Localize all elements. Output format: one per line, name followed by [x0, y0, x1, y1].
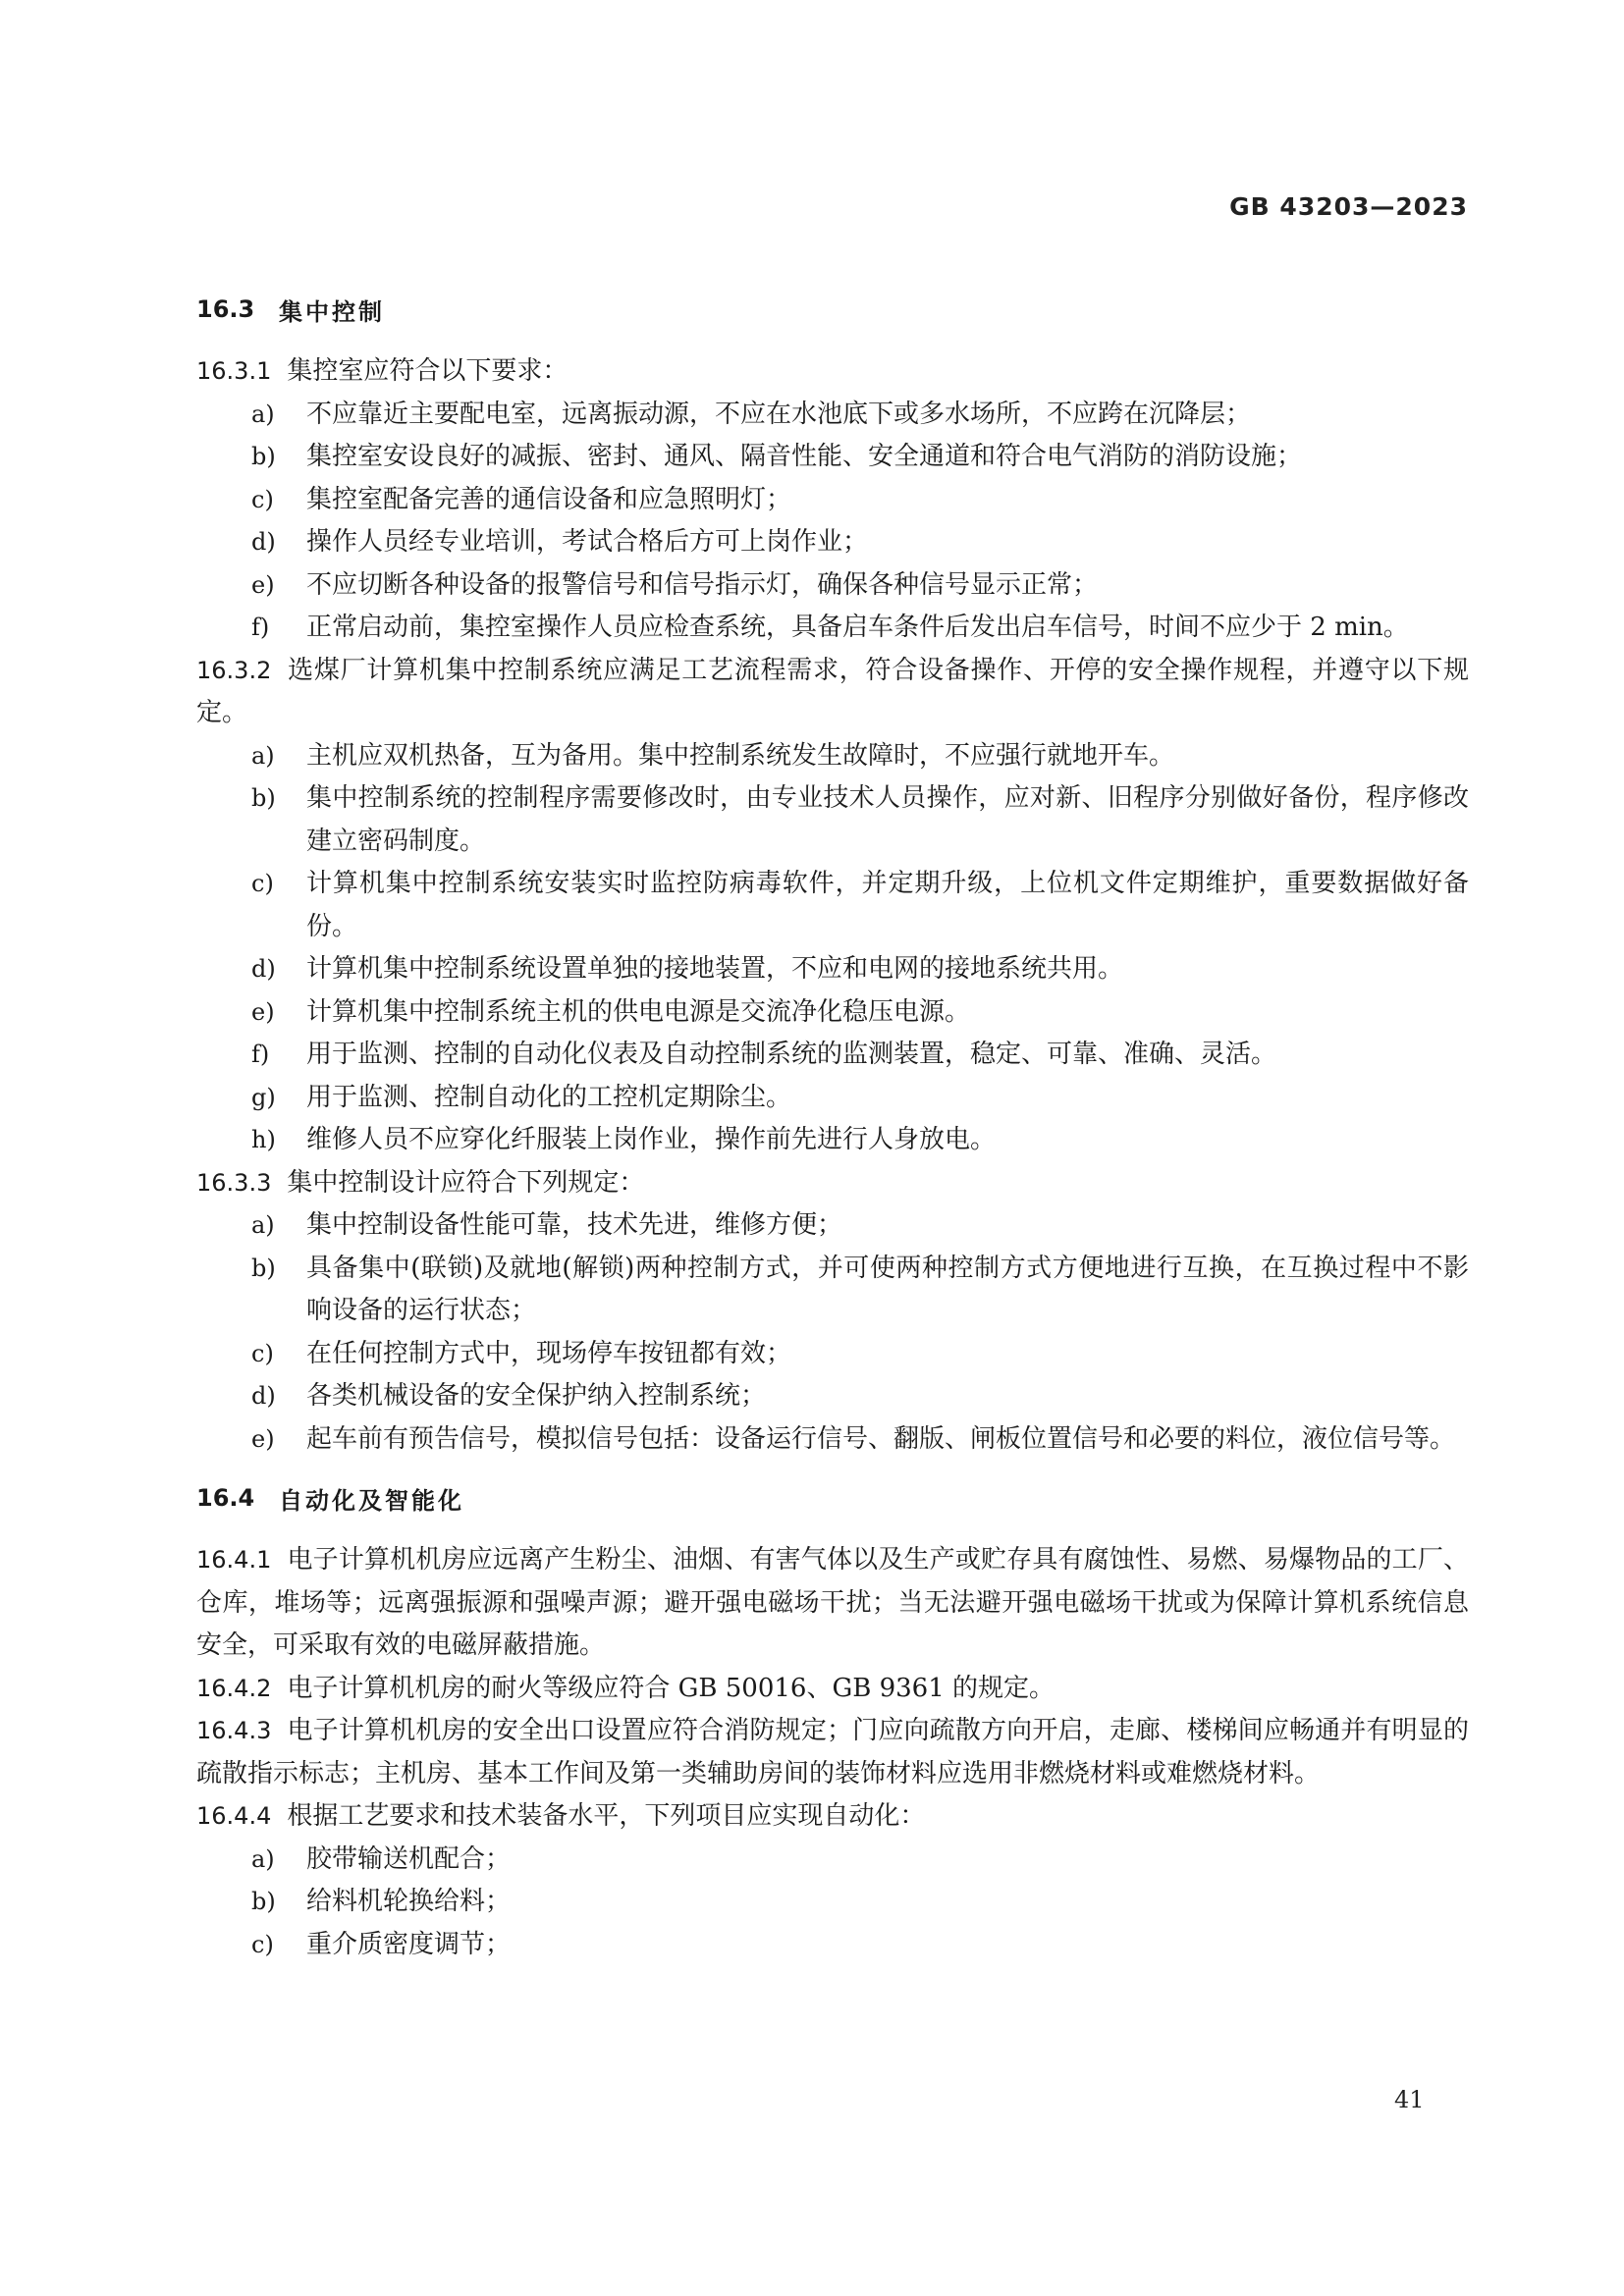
clause-number: 16.3.1 [196, 357, 272, 385]
list-item [196, 948, 1469, 991]
item-label: d) [251, 528, 276, 556]
item-label: b) [251, 1888, 276, 1915]
item-text: 集控室安设良好的减振、密封、通风、隔音性能、安全通道和符合电气消防的消防设施； [306, 442, 1303, 471]
list-item [196, 735, 1469, 778]
item-label: e) [251, 1424, 275, 1453]
clause [196, 1795, 1469, 1839]
list-item [196, 394, 1469, 437]
item-label: g) [251, 1083, 276, 1111]
item-label: b) [251, 784, 276, 812]
item-text: 给料机轮换给料； [306, 1887, 512, 1916]
list-item [196, 1077, 1469, 1120]
section-title: 自动化及智能化 [279, 1486, 464, 1515]
item-text: 不应切断各种设备的报警信号和信号指示灯，确保各种信号显示正常； [306, 569, 1099, 600]
item-text: 集中控制系统的控制程序需要修改时，由专业技术人员操作，应对新、旧程序分别做好备份，程序修改建立密码制度。 [306, 783, 1469, 856]
clause-text: 选煤厂计算机集中控制系统应满足工艺流程需求，符合设备操作、开停的安全操作规程，并遵守以下规定。 [196, 655, 1469, 727]
section-heading [196, 288, 1469, 331]
clause-number: 16.3.2 [196, 656, 272, 684]
clause-number: 16.4.3 [196, 1717, 272, 1744]
page-number: 41 [1394, 2086, 1425, 2113]
standard-code: GB 43203—2023 [1229, 192, 1468, 221]
clause [196, 1162, 1469, 1205]
item-label: c) [251, 870, 274, 897]
clause-text: 电子计算机机房的安全出口设置应符合消防规定；门应向疏散方向开启，走廊、楼梯间应畅通并有明显的疏散指示标志；主机房、基本工作间及第一类辅助房间的装饰材料应选用非燃烧材料或难燃烧材料。 [196, 1716, 1469, 1789]
item-label: e) [251, 997, 275, 1026]
item-text: 各类机械设备的安全保护纳入控制系统； [306, 1381, 767, 1411]
list-item [196, 564, 1469, 608]
item-text: 起车前有预告信号，模拟信号包括：设备运行信号、翻版、闸板位置信号和必要的料位，液位信号等。 [306, 1423, 1456, 1454]
list-item [196, 479, 1469, 522]
item-label: a) [251, 741, 275, 770]
item-label: f) [251, 1041, 270, 1068]
clause-text: 集控室应符合以下要求： [287, 356, 568, 386]
item-text: 用于监测、控制自动化的工控机定期除尘。 [306, 1082, 792, 1112]
item-text: 重介质密度调节； [306, 1929, 512, 1959]
item-text: 用于监测、控制的自动化仪表及自动控制系统的监测装置，稳定、可靠、准确、灵活。 [306, 1040, 1277, 1069]
list-item [196, 863, 1469, 948]
item-label: c) [251, 1339, 274, 1367]
item-label: a) [251, 1211, 275, 1239]
item-text: 集中控制设备性能可靠，技术先进，维修方便； [306, 1210, 843, 1240]
clause-text: 电子计算机机房应远离产生粉尘、油烟、有害气体以及生产或贮存具有腐蚀性、易燃、易爆物品的工厂、仓库，堆场等；远离强振源和强噪声源；避开强电磁场干扰；当无法避开强电磁场干扰或为保障计算机系统信息安全，可采取有效的电磁屏蔽措施。 [196, 1545, 1469, 1660]
clause-number: 16.4.1 [196, 1546, 272, 1574]
list-item [196, 1418, 1469, 1462]
item-text: 计算机集中控制系统设置单独的接地装置，不应和电网的接地系统共用。 [306, 954, 1124, 984]
body-content [196, 288, 1469, 1966]
item-label: h) [251, 1126, 276, 1153]
list-item [196, 1034, 1469, 1077]
item-label: d) [251, 1382, 276, 1410]
section-heading [196, 1476, 1469, 1520]
item-text: 计算机集中控制系统主机的供电电源是交流净化稳压电源。 [306, 996, 971, 1027]
item-text: 维修人员不应穿化纤服装上岗作业，操作前先进行人身放电。 [306, 1125, 997, 1154]
item-text: 胶带输送机配合； [306, 1843, 512, 1874]
section-number: 16.4 [196, 1484, 255, 1512]
item-label: b) [251, 443, 276, 470]
list-item [196, 521, 1469, 564]
list-item [196, 436, 1469, 479]
item-label: d) [251, 955, 276, 983]
section-number: 16.3 [196, 295, 255, 323]
item-text: 不应靠近主要配电室，远离振动源，不应在水池底下或多水场所，不应跨在沉降层； [306, 399, 1252, 429]
clause-number: 16.4.4 [196, 1802, 272, 1830]
item-label: b) [251, 1254, 276, 1282]
item-text: 主机应双机热备，互为备用。集中控制系统发生故障时，不应强行就地开车。 [306, 740, 1175, 771]
item-label: c) [251, 485, 274, 513]
item-text: 正常启动前，集控室操作人员应检查系统，具备启车条件后发出启车信号，时间不应少于 2 min。 [306, 613, 1409, 642]
list-item [196, 1248, 1469, 1333]
item-label: a) [251, 400, 275, 428]
clause [196, 1668, 1469, 1711]
list-item [196, 1333, 1469, 1376]
clause-text: 根据工艺要求和技术装备水平，下列项目应实现自动化： [287, 1801, 926, 1831]
item-text: 操作人员经专业培训，考试合格后方可上岗作业； [306, 527, 869, 557]
section-title: 集中控制 [279, 297, 385, 326]
clause-number: 16.3.3 [196, 1168, 272, 1197]
list-item [196, 1119, 1469, 1162]
item-label: c) [251, 1930, 274, 1958]
list-item [196, 991, 1469, 1035]
item-text: 具备集中(联锁)及就地(解锁)两种控制方式，并可使两种控制方式方便地进行互换，在互换过程中不影响设备的运行状态； [306, 1253, 1469, 1325]
item-text: 计算机集中控制系统安装实时监控防病毒软件，并定期升级，上位机文件定期维护，重要数据做好备份。 [306, 869, 1469, 941]
clause-number: 16.4.2 [196, 1674, 272, 1702]
clause [196, 350, 1469, 394]
item-text: 集控室配备完善的通信设备和应急照明灯； [306, 484, 792, 514]
item-label: e) [251, 570, 275, 599]
item-text: 在任何控制方式中，现场停车按钮都有效； [306, 1338, 792, 1368]
list-item [196, 1924, 1469, 1967]
list-item [196, 607, 1469, 650]
clause [196, 650, 1469, 735]
list-item [196, 1204, 1469, 1248]
item-label: a) [251, 1844, 275, 1873]
list-item [196, 1881, 1469, 1924]
list-item [196, 1839, 1469, 1882]
clause [196, 1710, 1469, 1795]
list-item [196, 777, 1469, 863]
clause-text: 集中控制设计应符合下列规定： [287, 1167, 645, 1198]
item-label: f) [251, 614, 270, 641]
list-item [196, 1375, 1469, 1418]
clause [196, 1539, 1469, 1668]
clause-text: 电子计算机机房的耐火等级应符合 GB 50016、GB 9361 的规定。 [287, 1673, 1056, 1703]
